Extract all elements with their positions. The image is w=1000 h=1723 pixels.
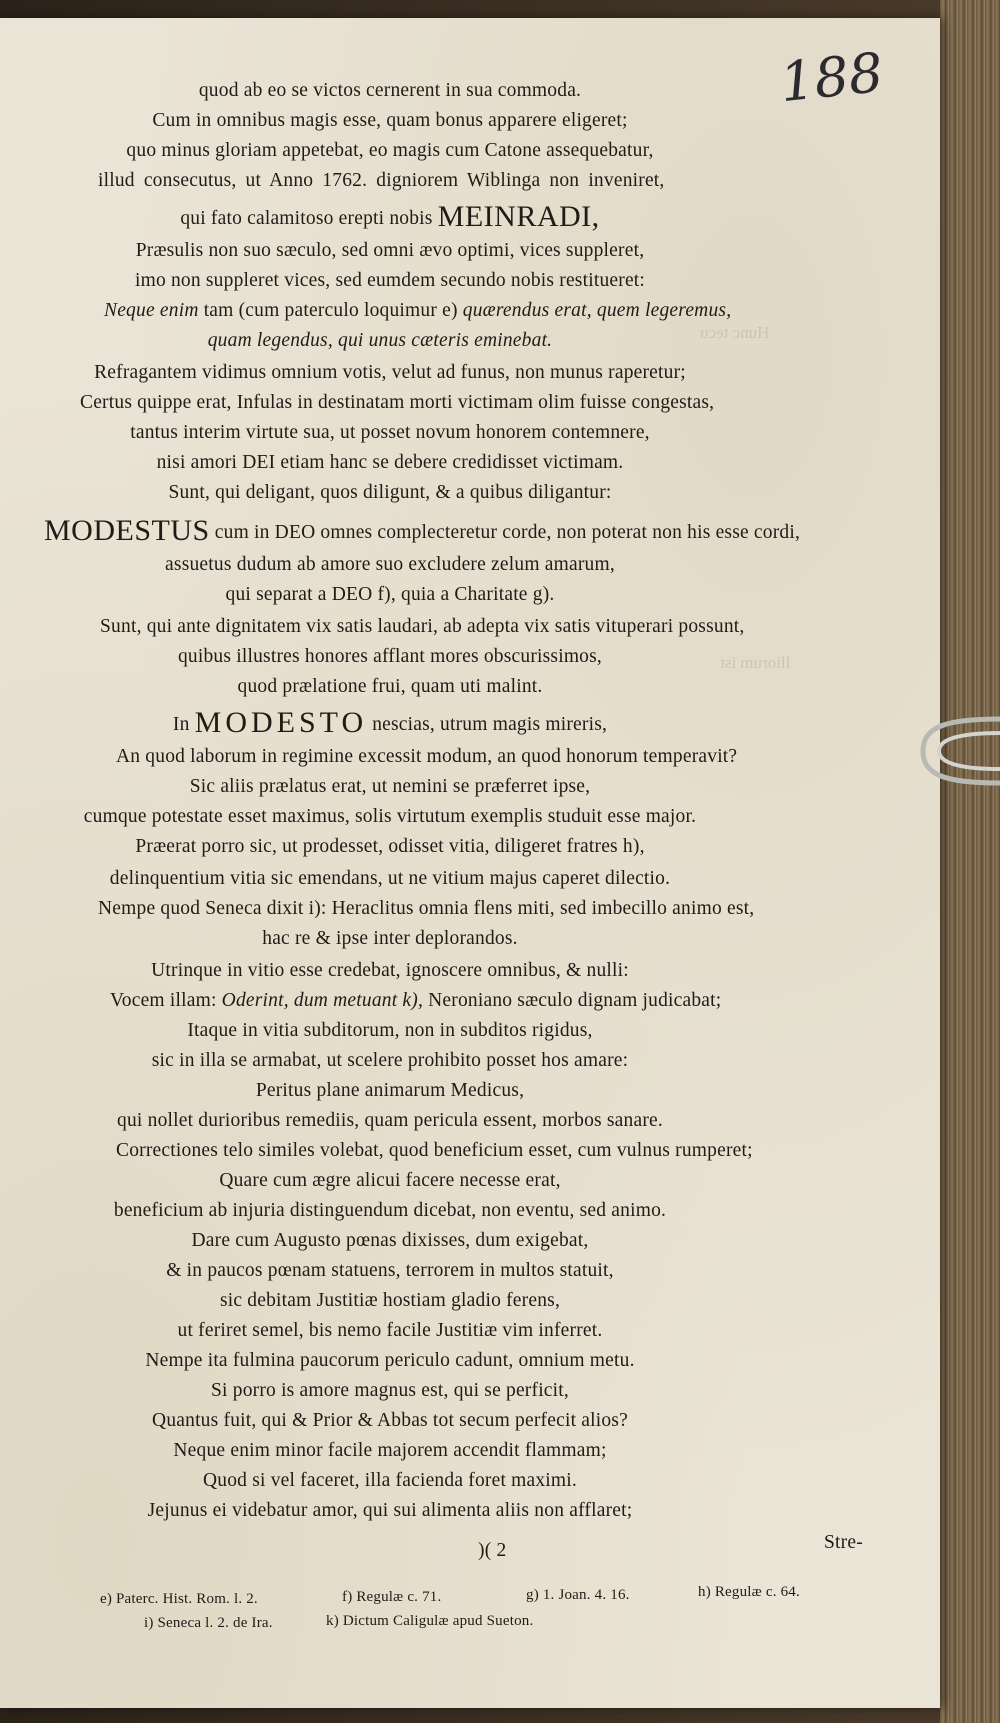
text-line-1: quod ab eo se victos cernerent in sua commoda. [198,80,582,101]
text-line-30-b: Oderint, dum metuant k), [221,990,424,1011]
text-line-31: Itaque in vitia subditorum, non in subditos rigidus, [187,1020,593,1041]
text-line-3: quo minus gloriam appetebat, eo magis cum Catone assequebatur, [126,140,654,161]
text-line-12: tantus interim virtute sua, ut posset novum honorem contemnere, [130,422,650,443]
text-line-8-a: Neque enim [104,300,199,321]
footnote-h: h) Regulæ c. 64. [698,1584,800,1600]
name-meinradi: MEINRADI, [437,200,600,233]
text-line-20: quod prælatione frui, quam uti malint. [237,676,543,697]
text-line-42: Nempe ita fulmina paucorum periculo cadunt, omnium metu. [145,1350,635,1371]
signature-mark: )( 2 [478,1540,507,1561]
catchword: Stre- [824,1532,863,1553]
text-line-32: sic in illa se armabat, ut scelere prohibito posset hos amare: [151,1050,629,1071]
text-line-8-b: tam (cum paterculo loquimur e) [203,300,458,321]
text-line-21-b: nescias, utrum magis mireris, [372,714,608,735]
text-line-15 [44,514,800,548]
paper-clip-icon [905,705,1000,800]
text-line-30-c: Neroniano sæculo dignam judicabat; [428,990,722,1011]
text-line-26: delinquentium vitia sic emendans, ut ne vitium majus caperet dilectio. [109,868,671,889]
text-line-9: quam legendus, qui unus cæteris eminebat. [207,330,553,351]
text-line-33: Peritus plane animarum Medicus, [255,1080,525,1101]
text-line-47: Jejunus ei videbatur amor, qui sui alimenta aliis non afflaret; [147,1500,633,1521]
book-page-edges [940,0,1000,1723]
text-line-17: qui separat a DEO f), quia a Charitate g). [225,584,555,605]
text-line-21-a: In [172,714,190,735]
handwritten-page-number: 188 [776,40,887,115]
text-line-18: Sunt, qui ante dignitatem vix satis laudari, ab adepta vix satis vituperari possunt, [100,616,745,637]
text-line-10: Refragantem vidimus omnium votis, velut ad funus, non munus raperetur; [94,362,686,383]
text-line-19: quibus illustres honores afflant mores obscurissimos, [177,646,603,667]
text-line-16: assuetus dudum ab amore suo excludere zelum amarum, [165,554,615,575]
footnote-f: f) Regulæ c. 71. [342,1589,442,1605]
text-line-5 [0,200,780,234]
text-line-8-c: quærendus erat, quem legeremus, [462,300,732,321]
text-line-40: sic debitam Justitiæ hostiam gladio ferens, [219,1290,561,1311]
text-line-5-text: qui fato calamitoso erepti nobis [180,208,433,229]
text-line-2: Cum in omnibus magis esse, quam bonus apparere eligeret; [152,110,628,131]
text-line-27: Nempe quod Seneca dixit i): Heraclitus omnia flens miti, sed imbecillo animo est, [98,898,755,919]
footnote-i: i) Seneca l. 2. de Ira. [144,1615,273,1631]
footnote-k: k) Dictum Caligulæ apud Sueton. [326,1613,534,1629]
text-line-23: Sic aliis prælatus erat, ut nemini se præferret ipse, [189,776,591,797]
text-line-30 [110,990,721,1012]
text-line-43: Si porro is amore magnus est, qui se perficit, [211,1380,569,1401]
text-line-35: Correctiones telo similes volebat, quod beneficium esset, cum vulnus rumperet; [116,1140,753,1161]
text-line-39: & in paucos pœnam statuens, terrorem in multos statuit, [166,1260,614,1281]
footnote-g: g) 1. Joan. 4. 16. [526,1587,630,1603]
document-page: Hunc tecu lliorum ist 188 quod ab eo se victos cernerent in sua commoda. Cum in omnibus magis esse, quam bonus apparere eligeret; quo minus gloriam appetebat, eo magis cum Catone assequebatur, illud consecutus, ut Anno 1762. digniorem Wiblinga non inveniret, qui fato calamitoso erepti nobis MEINRADI, Præsulis non suo sæculo, sed omni ævo optimi, vices suppleret, imo non suppleret vices, sed eumdem secundo nobis restitueret: Neque enim tam (cum paterculo loquimur e) quærendus erat, quem legeremus, quam legendus, qui unus cæteris eminebat. Refragantem vidimus omnium votis, velut ad funus, non munus raperetur; Certus quippe erat, Infulas in destinatam morti victimam olim fuisse congestas, tantus interim virtute sua, ut posset novum honorem contemnere, nisi amori DEI etiam hanc se debere credidisset victimam. Sunt, qui deligant, quos diligunt, & a quibus diligantur: MODESTUS cum in DEO omnes complecteretur corde, non poterat non his esse cordi, assuetus dudum ab amore suo excludere zelum amarum, qui separat a DEO f), quia a Charitate g). Sunt, qui ante dignitatem vix satis laudari, ab adepta vix satis vituperari possunt, quibus illustres honores afflant mores obscurissimos, quod prælatione frui, quam uti malint. In MODESTO nescias, utrum magis mireris, An quod laborum in regimine excessit modum, an quod honorum temperavit? Sic aliis prælatus erat, ut nemini se præferret ipse, cumque potestate esset maximus, solis virtutum exemplis studuit esse major. Præerat porro sic, ut prodesset, odisset vitia, diligeret fratres h), delinquentium vitia sic emendans, ut ne vitium majus caperet dilectio. Nempe quod Seneca dixit i): Heraclitus omnia flens miti, sed imbecillo animo est, hac re & ipse inter deplorandos. Utrinque in vitio esse credebat, ignoscere omnibus, & nulli: Vocem illam: Oderint, dum metuant k), Neroniano sæculo dignam judicabat; Itaque in vitia subditorum, non in subditos rigidus, sic in illa se armabat, ut scelere prohibito posset hos amare: Peritus plane animarum Medicus, qui nollet durioribus remediis, quam pericula essent, morbos sanare. Correctiones telo similes volebat, quod beneficium esset, cum vulnus rumperet; Quare cum ægre alicui facere necesse erat, beneficium ab injuria distinguendum dicebat, non eventu, sed animo. Dare cum Augusto pœnas dixisses, dum exigebat, & in paucos pœnam statuens, terrorem in multos statuit, sic debitam Justitiæ hostiam gladio ferens, ut feriret semel, bis nemo facile Justitiæ vim inferret. Nempe ita fulmina paucorum periculo cadunt, omnium metu. Si porro is amore magnus est, qui se perficit, Quantus fuit, qui & Prior & Abbas tot secum perfecit alios? Neque enim minor facile majorem accendit flammam; Quod si vel faceret, illa facienda foret maximi. Jejunus ei videbatur amor, qui sui alimenta aliis non afflaret; )( 2 Stre- e) Paterc. Hist. Rom. l. 2. f) Regulæ c. 71. g) 1. Joan. 4. 16. h) Regulæ c. 64. i) Seneca l. 2. de Ira. k) Dictum Caligulæ apud Sueton. [0,18,940,1708]
body-text [0,18,940,1708]
text-line-34: qui nollet durioribus remediis, quam pericula essent, morbos sanare. [117,1110,663,1131]
text-line-21 [0,706,780,740]
text-line-36: Quare cum ægre alicui facere necesse erat, [219,1170,561,1191]
text-line-45: Neque enim minor facile majorem accendit flammam; [173,1440,607,1461]
text-line-24: cumque potestate esset maximus, solis virtutum exemplis studuit esse major. [83,806,697,827]
text-line-30-a: Vocem illam: [110,990,217,1011]
text-line-15-text: cum in DEO omnes complecteretur corde, non poterat non his esse cordi, [214,522,801,543]
name-modestus: MODESTUS [44,514,210,547]
text-line-6: Præsulis non suo sæculo, sed omni ævo optimi, vices suppleret, [135,240,645,261]
text-line-25: Præerat porro sic, ut prodesset, odisset vitia, diligeret fratres h), [135,836,645,857]
text-line-41: ut feriret semel, bis nemo facile Justitiæ vim inferret. [177,1320,603,1341]
text-line-7: imo non suppleret vices, sed eumdem secundo nobis restitueret: [134,270,646,291]
text-line-46: Quod si vel faceret, illa facienda foret maximi. [203,1470,577,1491]
text-line-22: An quod laborum in regimine excessit modum, an quod honorum temperavit? [116,746,738,767]
text-line-38: Dare cum Augusto pœnas dixisses, dum exigebat, [191,1230,589,1251]
text-line-8 [104,300,731,322]
name-modesto: MODESTO [194,706,368,739]
text-line-13: nisi amori DEI etiam hanc se debere credidisset victimam. [156,452,624,473]
text-line-29: Utrinque in vitio esse credebat, ignoscere omnibus, & nulli: [151,960,629,981]
text-line-37: beneficium ab injuria distinguendum dicebat, non eventu, sed animo. [113,1200,667,1221]
text-line-28: hac re & ipse inter deplorandos. [262,928,518,949]
text-line-4: illud consecutus, ut Anno 1762. digniorem Wiblinga non inveniret, [98,170,665,191]
text-line-44: Quantus fuit, qui & Prior & Abbas tot secum perfecit alios? [152,1410,628,1431]
footnote-e: e) Paterc. Hist. Rom. l. 2. [100,1591,258,1607]
text-line-11: Certus quippe erat, Infulas in destinatam morti victimam olim fuisse congestas, [80,392,715,413]
text-line-14: Sunt, qui deligant, quos diligunt, & a quibus diligantur: [168,482,612,503]
